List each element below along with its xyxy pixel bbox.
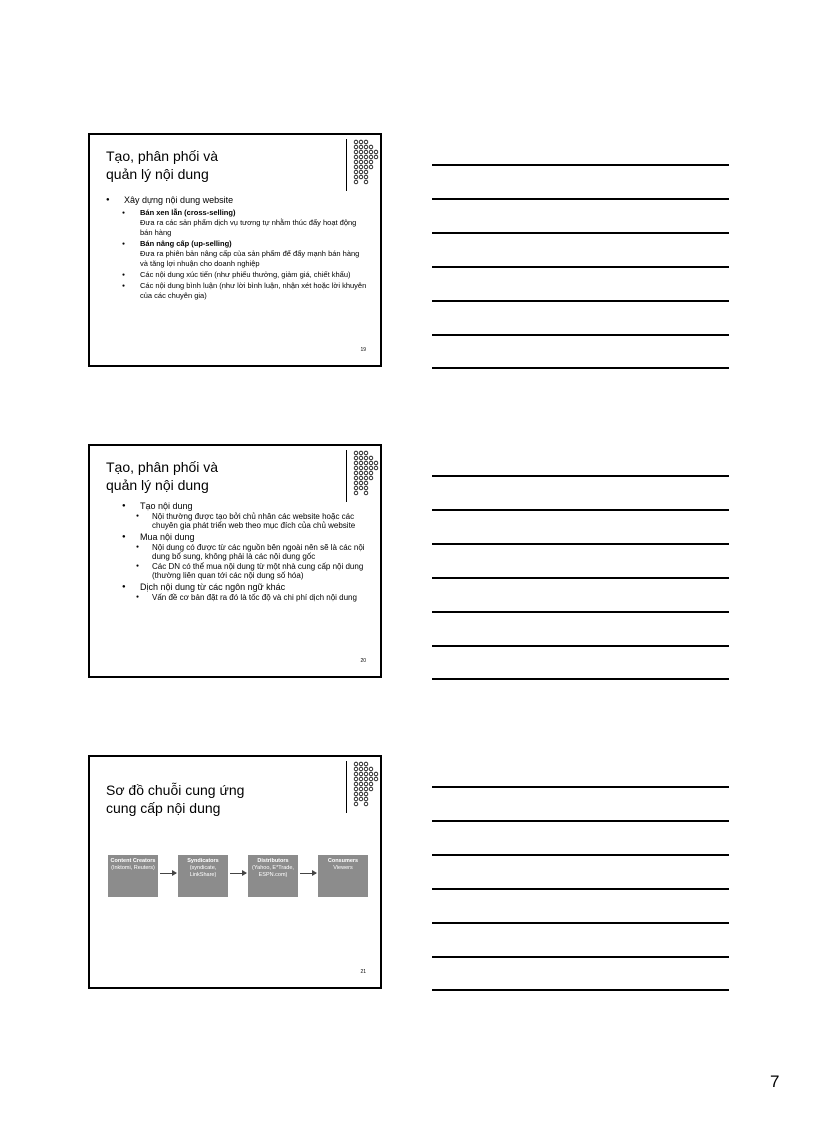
note-line [432, 922, 729, 924]
sub-bullet: ● Bán xen lẫn (cross-selling) Đưa ra các sản phẩm dịch vụ tương tự nhằm thúc đẩy hoạt động bán hàng [106, 208, 368, 238]
arrow-icon [230, 873, 246, 874]
bullet: ● Tạo nội dung [106, 500, 368, 512]
slide-title: Tạo, phân phối và quản lý nội dung [106, 459, 219, 493]
slide-title: Sơ đồ chuỗi cung ứng cung cấp nội dung [106, 782, 245, 816]
sub-bullet: ● Vấn đề cơ bản đặt ra đó là tốc độ và chi phí dịch nội dung [106, 593, 368, 602]
flow-box-syndicators: Syndicators (syndicate, LinkShare) [178, 855, 228, 897]
slide-21 [88, 755, 382, 989]
note-line [432, 509, 729, 511]
sub-bullet: ● Các DN có thể mua nội dung từ một nhà cung cấp nội dung (thường liên quan tới các nội dung số hóa) [106, 562, 368, 580]
divider [346, 761, 347, 813]
divider [346, 450, 347, 502]
supply-chain-diagram [108, 855, 364, 899]
note-line [432, 164, 729, 166]
note-line [432, 232, 729, 234]
sub-bullet: ● Các nội dung bình luận (như lời bình luận, nhận xét hoặc lời khuyên của các chuyên gia) [106, 281, 368, 301]
sub-bullet: ● Nội dung có được từ các nguồn bên ngoài nên sẽ là các nội dung bổ sung, không phải là các nội dung gốc [106, 543, 368, 561]
slide-20 [88, 444, 382, 678]
bullet: ● Xây dựng nội dung website [106, 195, 368, 205]
note-line [432, 266, 729, 268]
note-line [432, 956, 729, 958]
divider [346, 139, 347, 191]
dots-decoration-icon [352, 449, 382, 501]
bullet: ● Dịch nội dung từ các ngôn ngữ khác [106, 581, 368, 593]
arrow-icon [160, 873, 176, 874]
slide-19 [88, 133, 382, 367]
note-line [432, 198, 729, 200]
note-line [432, 367, 729, 369]
dots-decoration-icon [352, 138, 382, 190]
note-line [432, 989, 729, 991]
page-number: 7 [770, 1072, 780, 1091]
slide-number: 20 [360, 658, 366, 664]
dots-decoration-icon [352, 760, 382, 812]
flow-box-distributors: Distributors (Yahoo, E*Trade, ESPN.com) [248, 855, 298, 897]
slide-number: 21 [360, 969, 366, 975]
note-line [432, 786, 729, 788]
note-line [432, 334, 729, 336]
note-line [432, 475, 729, 477]
flow-box-content-creators: Content Creators (Inktomi, Reuters) [108, 855, 158, 897]
note-line [432, 645, 729, 647]
slide-title: Tạo, phân phối và quản lý nội dung [106, 148, 219, 182]
slide-number: 19 [360, 347, 366, 353]
note-line [432, 300, 729, 302]
sub-bullet: ● Bán nâng cấp (up-selling) Đưa ra phiên bản nâng cấp của sản phẩm để đẩy mạnh bán hàng và tăng lợi nhuận cho doanh nghiệp [106, 239, 368, 269]
slide-body [106, 195, 368, 302]
note-line [432, 888, 729, 890]
bullet: ● Mua nội dung [106, 531, 368, 543]
note-line [432, 611, 729, 613]
arrow-icon [300, 873, 316, 874]
sub-bullet: ● Các nội dung xúc tiến (như phiếu thưởng, giảm giá, chiết khấu) [106, 270, 368, 280]
note-line [432, 543, 729, 545]
note-line [432, 854, 729, 856]
slide-body [106, 500, 368, 603]
note-line [432, 678, 729, 680]
sub-bullet: ● Nội thường được tạo bởi chủ nhân các website hoặc các chuyên gia phát triển web theo mục đích của chủ website [106, 512, 368, 530]
note-line [432, 820, 729, 822]
note-line [432, 577, 729, 579]
flow-box-consumers: Consumers Viewers [318, 855, 368, 897]
